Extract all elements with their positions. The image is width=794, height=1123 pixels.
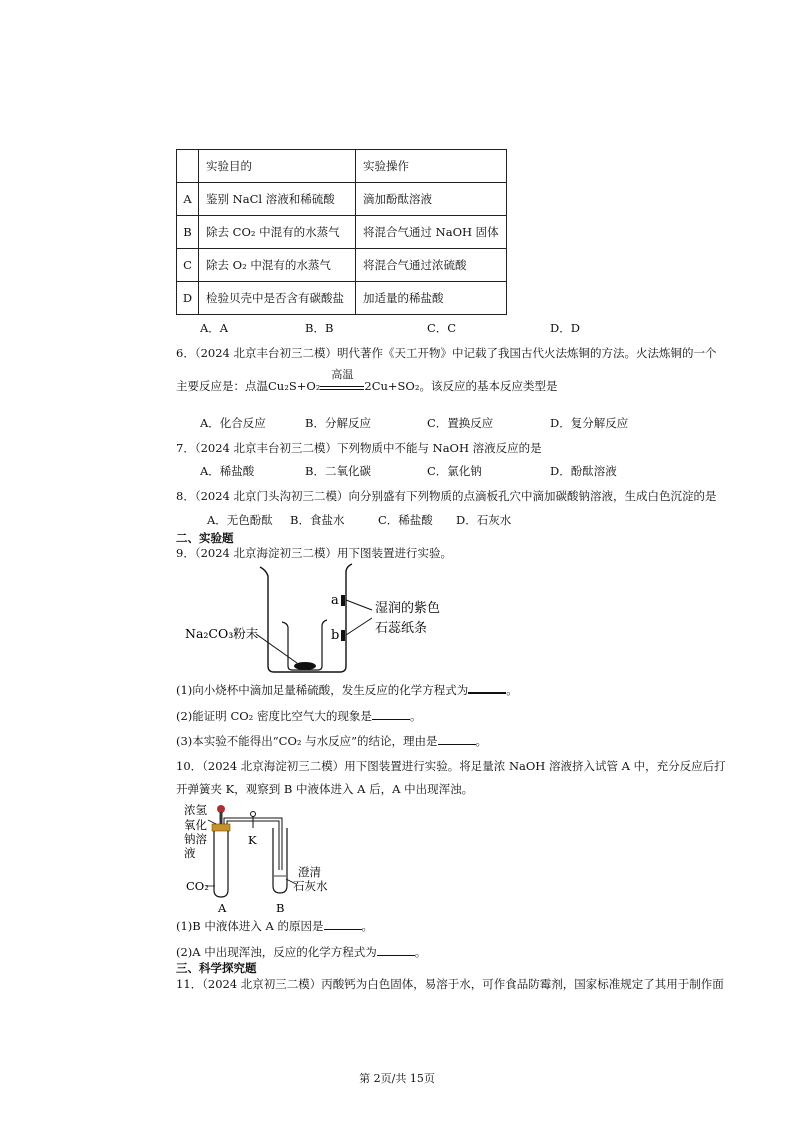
q7-stem: 7．（2024 北京丰台初三二模）下列物质中不能与 NaOH 溶液反应的是: [176, 441, 542, 455]
option-b[interactable]: B．分解反应: [305, 416, 371, 430]
strip-label-2: 石蕊纸条: [375, 621, 428, 636]
table-header-row: [177, 150, 507, 183]
stopper-a: [212, 824, 230, 831]
limewater-label-2: 石灰水: [293, 879, 328, 893]
q11-stem: 11．（2024 北京初三二模）丙酸钙为白色固体，易溶于水，可作食品防霉剂，国家标准规定了其用于制作面: [176, 977, 724, 991]
clamp-label: K: [248, 833, 257, 847]
row-goal: 除去 O₂ 中混有的水蒸气: [199, 249, 356, 282]
naoh-label: 浓氢: [184, 803, 207, 817]
option-d[interactable]: D．石灰水: [456, 513, 512, 527]
row-label: C: [177, 249, 199, 282]
option-b[interactable]: B．B: [305, 321, 334, 335]
option-b[interactable]: B．食盐水: [290, 513, 345, 527]
option-a[interactable]: A．化合反应: [200, 416, 266, 430]
option-a[interactable]: A．无色酚酞: [207, 513, 273, 527]
table-header-cell: 实验操作: [356, 150, 507, 183]
q6-suffix: 。该反应的基本反应类型是: [419, 379, 558, 393]
tube-a-label: A: [218, 901, 227, 915]
large-beaker: [260, 564, 352, 672]
pointer-line: [256, 634, 297, 663]
q6-condition: 高温: [331, 368, 354, 381]
row-goal: 鉴别 NaCl 溶液和稀硫酸: [199, 183, 356, 216]
q6-reactants: Cu₂S+O₂: [268, 379, 321, 393]
dropper-stem: [220, 812, 223, 825]
row-label: A: [177, 183, 199, 216]
option-b[interactable]: B．二氧化碳: [305, 464, 371, 478]
row-op: 将混合气通过 NaOH 固体: [356, 216, 507, 249]
q9-sub2: (2)能证明 CO₂ 密度比空气大的现象是 。: [176, 709, 422, 723]
table-header-cell: 实验目的: [199, 150, 356, 183]
q10-stem-line1: 10．（2024 北京海淀初三二模）用下图装置进行实验。将足量浓 NaOH 溶液挤入试管 A 中，充分反应后打: [176, 759, 726, 773]
table-header-cell: [177, 150, 199, 183]
option-c[interactable]: C．C: [427, 321, 457, 335]
option-d[interactable]: D．酚酞溶液: [550, 464, 617, 478]
naoh-label: 氧化: [184, 818, 207, 832]
strip-b-marker: [341, 630, 345, 641]
option-c[interactable]: C．置换反应: [427, 416, 494, 430]
q6-prefix: 主要反应是：点温: [176, 379, 268, 393]
section-heading: 二、实验题: [176, 531, 234, 545]
q9-sub3: (3)本实验不能得出“CO₂ 与水反应”的结论，理由是 。: [176, 734, 488, 748]
option-c[interactable]: C．氯化钠: [427, 464, 482, 478]
option-a[interactable]: A．A: [200, 321, 229, 335]
label-a: a: [331, 593, 339, 608]
test-tube-b: [273, 828, 287, 893]
row-goal: 除去 CO₂ 中混有的水蒸气: [199, 216, 356, 249]
limewater-label-1: 澄清: [298, 865, 321, 879]
naoh-label: 液: [184, 846, 196, 860]
q6-stem-line2: [176, 368, 558, 394]
row-label: B: [177, 216, 199, 249]
table-row: [177, 216, 507, 249]
q6-stem-line1: 6．（2024 北京丰台初三二模）明代著作《天工开物》中记载了我国古代火法炼铜的方法。火法炼铜的一个: [176, 346, 717, 360]
q6-products: 2Cu+SO₂: [364, 379, 420, 393]
option-a[interactable]: A．稀盐酸: [200, 464, 255, 478]
q8-stem: 8．（2024 北京门头沟初三二模）向分别盛有下列物质的点滴板孔穴中滴加碳酸钠溶液，生成白色沉淀的是: [176, 489, 717, 503]
table-row: [177, 282, 507, 315]
q10-sub1: (1)B 中液体进入 A 的原因是 。: [176, 919, 374, 933]
row-label: D: [177, 282, 199, 315]
row-op: 滴加酚酞溶液: [356, 183, 507, 216]
strip-a-marker: [341, 595, 345, 606]
powder-label: Na₂CO₃粉末: [185, 626, 259, 641]
q6-condition-arrow: [320, 368, 364, 390]
q5-table: [176, 149, 507, 315]
powder-pile: [294, 662, 316, 670]
q10-sub2: (2)A 中出现浑浊，反应的化学方程式为 。: [176, 945, 427, 959]
option-d[interactable]: D．复分解反应: [550, 416, 629, 430]
pointer-line: [346, 618, 372, 635]
strip-label-1: 湿润的紫色: [375, 601, 441, 616]
row-op: 加适量的稀盐酸: [356, 282, 507, 315]
q10-stem-line2: 开弹簧夹 K，观察到 B 中液体进入 A 后，A 中出现浑浊。: [176, 782, 474, 796]
naoh-label: 钠溶: [184, 832, 207, 846]
tube-b-label: B: [276, 901, 285, 915]
row-goal: 检验贝壳中是否含有碳酸盐: [199, 282, 356, 315]
page-footer: 第 2页/共 15页: [359, 1072, 435, 1085]
dropper-bulb: [217, 805, 225, 813]
co2-label: CO₂: [186, 879, 209, 893]
spring-clamp: [251, 812, 256, 817]
table-row: [177, 183, 507, 216]
table-row: [177, 249, 507, 282]
label-b: b: [331, 628, 340, 643]
q9-sub1: (1)向小烧杯中滴加足量稀硫酸，发生反应的化学方程式为 。: [176, 683, 518, 697]
q10-figure: [176, 800, 336, 916]
option-c[interactable]: C．稀盐酸: [378, 513, 433, 527]
option-d[interactable]: D．D: [550, 321, 580, 335]
section-heading: 三、科学探究题: [176, 961, 257, 975]
pointer-line: [346, 600, 372, 610]
q9-figure: [176, 562, 496, 678]
test-tube-a: [214, 831, 228, 897]
row-op: 将混合气通过浓硫酸: [356, 249, 507, 282]
q9-stem: 9．（2024 北京海淀初三二模）用下图装置进行实验。: [176, 546, 452, 560]
